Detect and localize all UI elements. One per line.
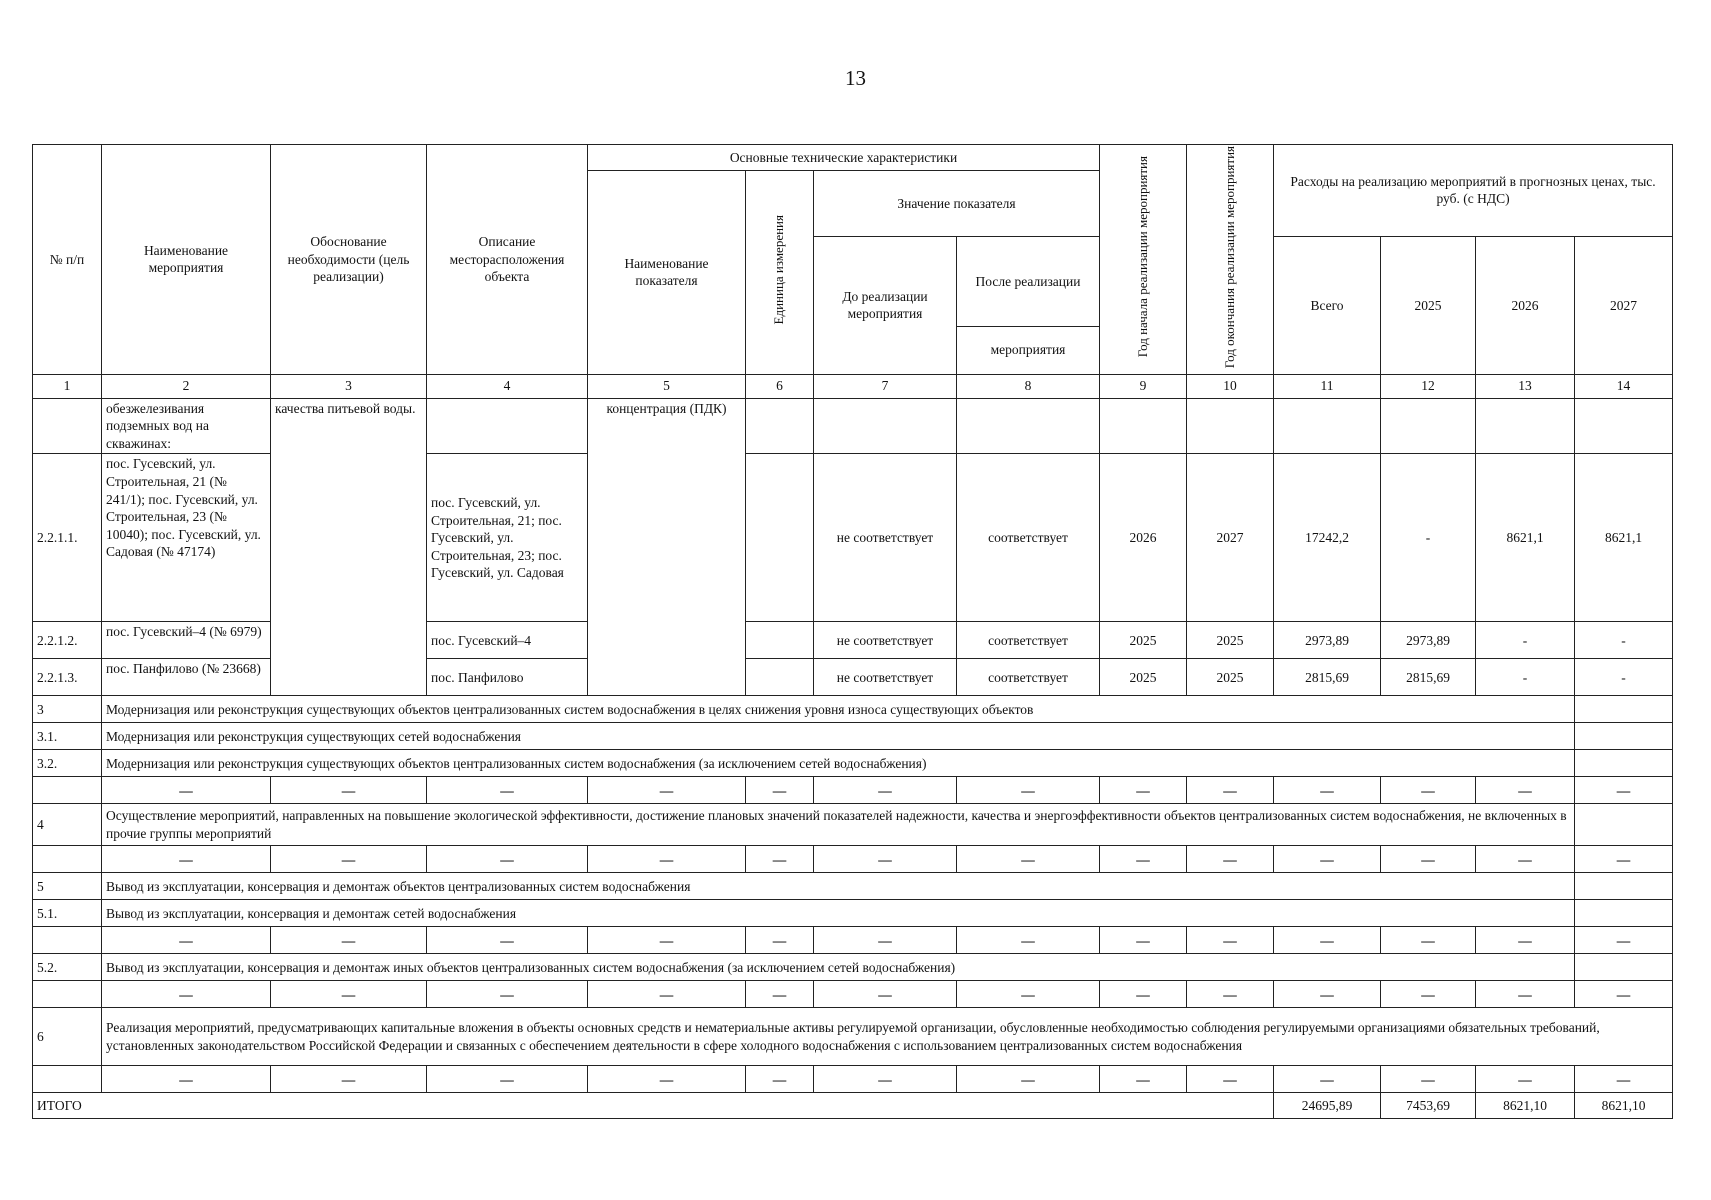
row-end: 2025 <box>1187 659 1274 696</box>
dash-cell: — <box>271 846 427 873</box>
column-number: 6 <box>746 374 814 398</box>
cont-2026 <box>1476 398 1575 454</box>
cont-total <box>1274 398 1381 454</box>
row-2026: 8621,1 <box>1476 454 1575 622</box>
dash-cell: — <box>957 981 1100 1008</box>
cont-end <box>1187 398 1274 454</box>
dash-cell: — <box>427 777 588 804</box>
row-total: 2973,89 <box>1274 622 1381 659</box>
header-basis: Обоснование необходимости (цель реализации) <box>271 145 427 375</box>
dash-cell: — <box>957 777 1100 804</box>
dash-cell: — <box>1575 846 1673 873</box>
dash-cell: — <box>814 846 957 873</box>
cont-indicator: концентрация (ПДК) <box>588 398 746 696</box>
row-unit <box>746 454 814 622</box>
cont-basis: качества питьевой воды. <box>271 398 427 696</box>
section-title: Вывод из эксплуатации, консервация и демонтаж иных объектов централизованных систем водоснабжения (за исключением сетей водоснабжения) <box>102 954 1575 981</box>
row-unit <box>746 622 814 659</box>
row-2027: - <box>1575 659 1673 696</box>
section-title: Вывод из эксплуатации, консервация и демонтаж объектов централизованных систем водоснабжения <box>102 873 1575 900</box>
dash-cell: — <box>1274 1066 1381 1093</box>
row-start: 2026 <box>1100 454 1187 622</box>
row-before: не соответствует <box>814 622 957 659</box>
dash-cell: — <box>271 1066 427 1093</box>
dash-cell: — <box>746 981 814 1008</box>
dash-cell: — <box>1575 981 1673 1008</box>
section-num: 6 <box>33 1008 102 1066</box>
row-num: 2.2.1.3. <box>33 659 102 696</box>
dash-cell: — <box>427 1066 588 1093</box>
header-cost-2026: 2026 <box>1476 236 1575 374</box>
dash-cell: — <box>427 846 588 873</box>
dash-cell: — <box>746 846 814 873</box>
column-number: 8 <box>957 374 1100 398</box>
row-total: 17242,2 <box>1274 454 1381 622</box>
dash-cell: — <box>588 1066 746 1093</box>
row-after: соответствует <box>957 622 1100 659</box>
section-title: Модернизация или реконструкция существующих объектов централизованных систем водоснабжения в целях снижения уровня износа существующих объектов <box>102 696 1575 723</box>
section-title: Вывод из эксплуатации, консервация и демонтаж сетей водоснабжения <box>102 900 1575 927</box>
cont-before <box>814 398 957 454</box>
dash-cell: — <box>427 981 588 1008</box>
column-number: 1 <box>33 374 102 398</box>
column-number: 13 <box>1476 374 1575 398</box>
section-empty <box>1575 723 1673 750</box>
header-location: Описание месторасположения объекта <box>427 145 588 375</box>
column-number: 5 <box>588 374 746 398</box>
dash-cell: — <box>814 981 957 1008</box>
header-value-group: Значение показателя <box>814 171 1100 237</box>
dash-cell: — <box>1381 927 1476 954</box>
cont-num <box>33 398 102 454</box>
dash-cell: — <box>1100 846 1187 873</box>
dash-cell: — <box>1100 1066 1187 1093</box>
row-start: 2025 <box>1100 659 1187 696</box>
column-number: 12 <box>1381 374 1476 398</box>
row-after: соответствует <box>957 659 1100 696</box>
row-name: пос. Панфилово (№ 23668) <box>102 659 271 696</box>
section-row <box>33 696 1673 723</box>
section-row <box>33 954 1673 981</box>
header-cost-group: Расходы на реализацию мероприятий в прогнозных ценах, тыс. руб. (с НДС) <box>1274 145 1673 237</box>
section-empty <box>1575 873 1673 900</box>
section-num: 5.2. <box>33 954 102 981</box>
dash-cell: — <box>957 1066 1100 1093</box>
cont-2027 <box>1575 398 1673 454</box>
section-empty <box>1575 900 1673 927</box>
total-2026: 8621,10 <box>1476 1093 1575 1119</box>
section-row <box>33 723 1673 750</box>
section-row <box>33 873 1673 900</box>
total-row <box>33 1093 1673 1119</box>
cont-after <box>957 398 1100 454</box>
row-end: 2027 <box>1187 454 1274 622</box>
column-number: 2 <box>102 374 271 398</box>
dash-cell: — <box>1187 981 1274 1008</box>
row-2025: - <box>1381 454 1476 622</box>
dash-cell: — <box>746 927 814 954</box>
dash-cell: — <box>1100 927 1187 954</box>
dash-cell: — <box>1274 927 1381 954</box>
section-title: Модернизация или реконструкция существующих сетей водоснабжения <box>102 723 1575 750</box>
total-label: ИТОГО <box>33 1093 1274 1119</box>
header-cost-2027: 2027 <box>1575 236 1673 374</box>
dash-cell: — <box>102 1066 271 1093</box>
dash-cell: — <box>957 846 1100 873</box>
dash-cell: — <box>814 1066 957 1093</box>
section-title: Осуществление мероприятий, направленных на повышение экологической эффективности, достижение плановых значений показателей надежности, качества и энергоэффективности объектов централизованных систем водоснабжения, не включенных в прочие группы мероприятий <box>102 804 1575 846</box>
dash-cell: — <box>271 777 427 804</box>
page-number: 13 <box>845 66 866 90</box>
section-empty <box>1575 750 1673 777</box>
dash-row <box>33 981 1673 1008</box>
dash-cell <box>33 981 102 1008</box>
cont-name: обезжелезивания подземных вод на скважинах: <box>102 398 271 454</box>
header-tech-unit <box>746 171 814 375</box>
dash-cell: — <box>1187 846 1274 873</box>
dash-cell: — <box>1476 846 1575 873</box>
column-number: 4 <box>427 374 588 398</box>
header-cost-2025: 2025 <box>1381 236 1476 374</box>
column-number: 7 <box>814 374 957 398</box>
dash-cell: — <box>102 927 271 954</box>
row-2027: 8621,1 <box>1575 454 1673 622</box>
dash-row <box>33 846 1673 873</box>
dash-cell: — <box>1100 981 1187 1008</box>
section-num: 4 <box>33 804 102 846</box>
dash-cell: — <box>814 777 957 804</box>
investment-table <box>32 144 1673 1119</box>
dash-cell: — <box>814 927 957 954</box>
dash-cell: — <box>102 846 271 873</box>
section-num: 5.1. <box>33 900 102 927</box>
dash-cell: — <box>1187 927 1274 954</box>
dash-cell: — <box>1100 777 1187 804</box>
header-year-end-text: Год окончания реализации мероприятия <box>1221 146 1237 369</box>
header-name: Наименование мероприятия <box>102 145 271 375</box>
section-num: 3 <box>33 696 102 723</box>
row-name: пос. Гусевский, ул. Строительная, 21 (№ 241/1); пос. Гусевский, ул. Строительная, 23 (№ 10040); пос. Гусевский, ул. Садовая (№ 47174) <box>102 454 271 622</box>
dash-row <box>33 927 1673 954</box>
dash-row <box>33 1066 1673 1093</box>
section-num: 3.1. <box>33 723 102 750</box>
dash-cell <box>33 1066 102 1093</box>
dash-cell: — <box>1187 777 1274 804</box>
header-num: № п/п <box>33 145 102 375</box>
dash-cell: — <box>1381 846 1476 873</box>
cont-2025 <box>1381 398 1476 454</box>
dash-cell: — <box>271 981 427 1008</box>
dash-cell: — <box>1381 981 1476 1008</box>
column-number: 9 <box>1100 374 1187 398</box>
column-number: 11 <box>1274 374 1381 398</box>
cont-location <box>427 398 588 454</box>
header-value-after-sub: мероприятия <box>957 326 1100 374</box>
dash-cell: — <box>1575 777 1673 804</box>
column-number: 3 <box>271 374 427 398</box>
dash-cell: — <box>427 927 588 954</box>
dash-cell: — <box>1381 777 1476 804</box>
dash-row <box>33 777 1673 804</box>
row-location: пос. Панфилово <box>427 659 588 696</box>
header-cost-total: Всего <box>1274 236 1381 374</box>
section-title: Модернизация или реконструкция существующих объектов централизованных систем водоснабжения (за исключением сетей водоснабжения) <box>102 750 1575 777</box>
dash-cell: — <box>102 777 271 804</box>
dash-cell <box>33 927 102 954</box>
section-row <box>33 1008 1673 1066</box>
dash-cell: — <box>1476 927 1575 954</box>
header-tech-name: Наименование показателя <box>588 171 746 375</box>
dash-cell <box>33 777 102 804</box>
dash-cell: — <box>1476 1066 1575 1093</box>
dash-cell: — <box>1476 981 1575 1008</box>
dash-cell: — <box>271 927 427 954</box>
row-2026: - <box>1476 659 1575 696</box>
row-name: пос. Гусевский–4 (№ 6979) <box>102 622 271 659</box>
cont-start <box>1100 398 1187 454</box>
column-number: 14 <box>1575 374 1673 398</box>
dash-cell: — <box>588 777 746 804</box>
row-2025: 2973,89 <box>1381 622 1476 659</box>
total-2025: 7453,69 <box>1381 1093 1476 1119</box>
dash-cell: — <box>1381 1066 1476 1093</box>
row-after: соответствует <box>957 454 1100 622</box>
header-tech-unit-text: Единица измерения <box>771 215 787 325</box>
row-before: не соответствует <box>814 454 957 622</box>
dash-cell <box>33 846 102 873</box>
row-location: пос. Гусевский, ул. Строительная, 21; пос. Гусевский, ул. Строительная, 23; пос. Гусевский, ул. Садовая <box>427 454 588 622</box>
row-2027: - <box>1575 622 1673 659</box>
header-value-after: После реализации <box>957 236 1100 326</box>
row-location: пос. Гусевский–4 <box>427 622 588 659</box>
dash-cell: — <box>1575 1066 1673 1093</box>
row-2026: - <box>1476 622 1575 659</box>
dash-cell: — <box>588 846 746 873</box>
dash-cell: — <box>1575 927 1673 954</box>
dash-cell: — <box>746 777 814 804</box>
dash-cell: — <box>957 927 1100 954</box>
section-num: 3.2. <box>33 750 102 777</box>
section-empty <box>1575 696 1673 723</box>
row-total: 2815,69 <box>1274 659 1381 696</box>
dash-cell: — <box>588 981 746 1008</box>
dash-cell: — <box>1187 1066 1274 1093</box>
header-year-end <box>1187 145 1274 375</box>
row-num: 2.2.1.2. <box>33 622 102 659</box>
section-num: 5 <box>33 873 102 900</box>
section-empty <box>1575 954 1673 981</box>
row-before: не соответствует <box>814 659 957 696</box>
dash-cell: — <box>588 927 746 954</box>
row-unit <box>746 659 814 696</box>
dash-cell: — <box>1274 981 1381 1008</box>
row-end: 2025 <box>1187 622 1274 659</box>
section-row <box>33 900 1673 927</box>
section-title: Реализация мероприятий, предусматривающих капитальные вложения в объекты основных средств и нематериальные активы регулируемой организации, обусловленные необходимостью соблюдения регулируемыми организациями обязательных требований, установленных законодательством Российской Федерации и связанных с обеспечением деятельности в сфере холодного водоснабжения с использованием централизованных систем водоснабжения <box>102 1008 1673 1066</box>
dash-cell: — <box>1274 777 1381 804</box>
row-start: 2025 <box>1100 622 1187 659</box>
header-year-start-text: Год начала реализации мероприятия <box>1134 156 1150 358</box>
cont-unit <box>746 398 814 454</box>
header-value-before: До реализации мероприятия <box>814 236 957 374</box>
dash-cell: — <box>1274 846 1381 873</box>
column-number: 10 <box>1187 374 1274 398</box>
section-row <box>33 750 1673 777</box>
row-num: 2.2.1.1. <box>33 454 102 622</box>
section-empty <box>1575 804 1673 846</box>
header-year-start <box>1100 145 1187 375</box>
total-all: 24695,89 <box>1274 1093 1381 1119</box>
section-row <box>33 804 1673 846</box>
dash-cell: — <box>102 981 271 1008</box>
total-2027: 8621,10 <box>1575 1093 1673 1119</box>
row-2025: 2815,69 <box>1381 659 1476 696</box>
header-tech-group: Основные технические характеристики <box>588 145 1100 171</box>
dash-cell: — <box>746 1066 814 1093</box>
dash-cell: — <box>1476 777 1575 804</box>
